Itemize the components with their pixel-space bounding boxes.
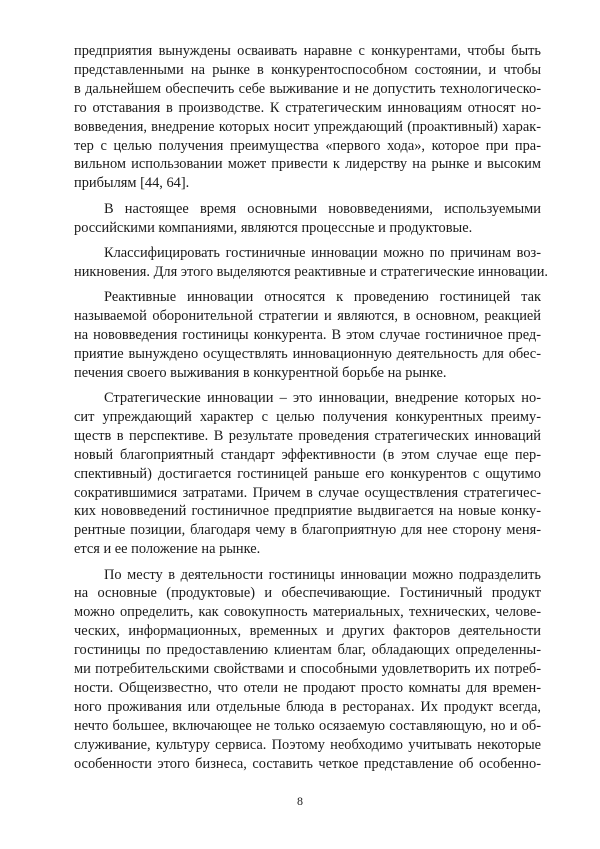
text-line: ких нововведений гостиничное предприятие выдвигается на новые конку-	[74, 503, 541, 520]
text-line: го отставания в производстве. К стратегическим инновациям относят но-	[74, 99, 541, 116]
text-line: тер с целью получения преимущества «первого хода», которое при пра-	[74, 137, 541, 154]
paragraph	[74, 566, 541, 774]
text-line: можно определить, как совокупность материальных, технических, челове-	[74, 604, 541, 621]
text-line: никновения. Для этого выделяются реактивные и стратегические инновации.	[74, 263, 548, 280]
paragraph	[74, 288, 541, 383]
text-line: ется и ее положение на рынке.	[74, 541, 261, 558]
text-line: на нововведения гостиницы конкурента. В этом случае гостиничное пред-	[74, 326, 541, 343]
text-line: ческих, информационных, временных и других факторов деятельности	[74, 623, 541, 640]
page-number: 8	[297, 794, 303, 808]
text-line: Классифицировать гостиничные инновации можно по причинам воз-	[104, 244, 541, 261]
text-line: новый благоприятный стандарт эффективности (в этом случае еще пер-	[74, 446, 541, 463]
text-line: ществ в перспективе. В результате проведения стратегических инноваций	[74, 427, 541, 444]
text-line: вовведения, внедрение которых носит упреждающий (проактивный) харак-	[74, 118, 541, 135]
body-text	[74, 42, 548, 773]
text-line: прибылям [44, 64].	[74, 175, 190, 192]
text-line: спективный) достигается гостиницей раньше его конкурентов с ощутимо	[74, 465, 541, 482]
text-line: гостиницы по предоставлению клиентам благ, обладающих определенны-	[74, 642, 541, 659]
paragraph	[74, 42, 541, 193]
text-line: ного проживания или отдельные блюда в ресторанах. Их продукт всегда,	[74, 698, 541, 715]
text-line: представленными на рынке в конкурентоспособном состоянии, и чтобы	[74, 61, 541, 78]
text-line: на основные (продуктовые) и обеспечивающие. Гостиничный продукт	[74, 585, 541, 602]
paragraph	[74, 244, 548, 282]
text-line: сит упреждающий характер с целью получения конкурентных преиму-	[74, 408, 541, 425]
text-line: Стратегические инновации – это инновации, внедрение которых но-	[104, 389, 541, 406]
text-line: приятие вынуждено осуществлять инновационную деятельность для обес-	[74, 345, 541, 362]
text-line: ми потребительскими свойствами и способными удовлетворить их потреб-	[74, 661, 541, 678]
text-line: особенности этого бизнеса, составить четкое представление об особенно-	[74, 755, 541, 772]
text-line: ности. Общеизвестно, что отели не продают просто комнаты для времен-	[74, 679, 541, 696]
text-line: называемой оборонительной стратегии и являются, в основном, реакцией	[74, 307, 541, 324]
text-line: предприятия вынуждены осваивать наравне с конкурентами, чтобы быть	[74, 43, 541, 59]
text-line: вильном использовании может привести к лидерству на рынке и высоким	[74, 156, 541, 173]
text-line: сократившимися затратами. Причем в случае осуществления стратегичес-	[74, 484, 541, 501]
text-line: нечто большее, включающее не только осязаемую составляющую, но и об-	[74, 717, 541, 734]
text-line: российскими компаниями, являются процессные и продуктовые.	[74, 219, 473, 236]
text-line: В настоящее время основными нововведениями, используемыми	[104, 200, 541, 217]
text-line: служивание, культуру сервиса. Поэтому необходимо учитывать некоторые	[74, 736, 541, 753]
text-line: печения своего выживания в конкурентной борьбе на рынке.	[74, 364, 447, 381]
text-line: в дальнейшем обеспечить себе выживание и не допустить технологическо-	[74, 80, 541, 97]
paragraph	[74, 200, 541, 238]
text-line: рентные позиции, благодаря чему в благоприятную для нее сторону меня-	[74, 522, 541, 539]
text-line: По месту в деятельности гостиницы инновации можно подразделить	[104, 566, 541, 583]
text-line: Реактивные инновации относятся к проведению гостиницей так	[104, 289, 541, 306]
paragraph	[74, 389, 541, 559]
